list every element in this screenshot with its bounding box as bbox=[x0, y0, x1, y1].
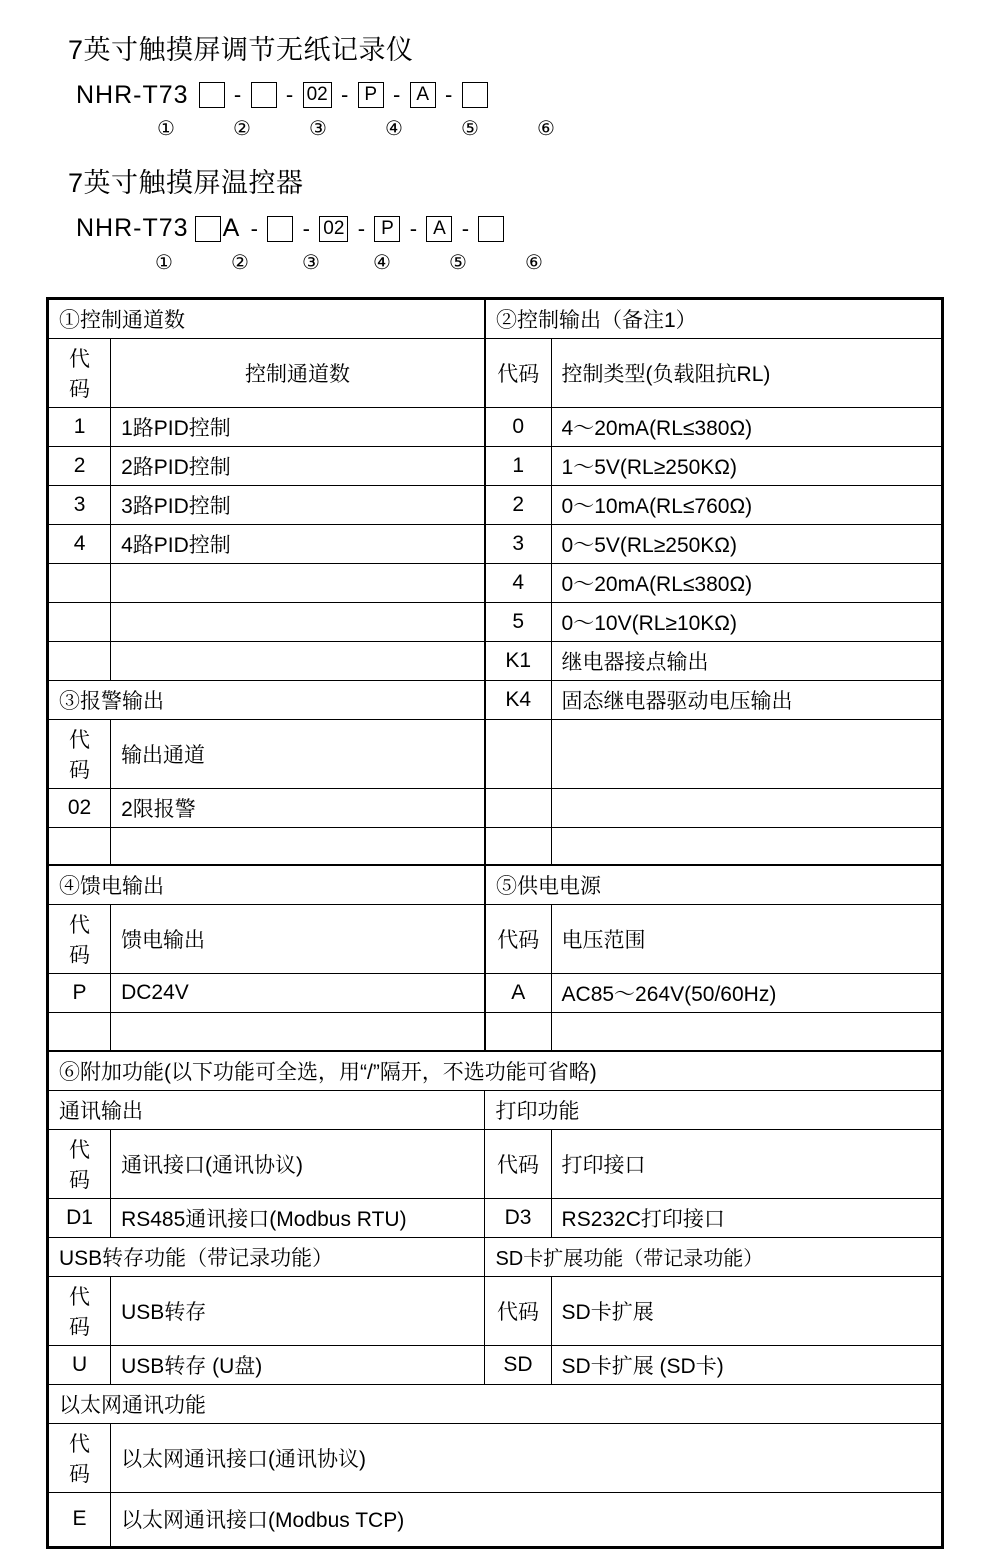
code-box-5: A bbox=[410, 82, 436, 108]
code-box-2 bbox=[251, 82, 277, 108]
cell-code: SD bbox=[485, 1345, 551, 1384]
col-head-code-1: 代码 bbox=[49, 338, 111, 407]
cell-name: AC85～264V(50/60Hz) bbox=[551, 974, 941, 1013]
subsection-title-ethernet: 以太网通讯功能 bbox=[49, 1384, 942, 1423]
mark-5: ⑤ bbox=[461, 118, 479, 141]
table-row bbox=[49, 788, 942, 827]
spacer-cell bbox=[485, 1013, 551, 1051]
table-row bbox=[49, 680, 942, 719]
spacer-cell bbox=[49, 827, 111, 865]
code-box-1 bbox=[195, 216, 221, 242]
cell-name: 1～5V(RL≥250KΩ) bbox=[551, 446, 941, 485]
spacer-cell bbox=[111, 602, 485, 641]
mark-6: ⑥ bbox=[537, 118, 555, 141]
table-row bbox=[49, 1051, 942, 1091]
table-row bbox=[49, 1198, 942, 1237]
subsection-title-usb: USB转存功能（带记录功能） bbox=[49, 1237, 485, 1276]
section-title-6: ⑥附加功能(以下功能可全选，用“/”隔开，不选功能可省略) bbox=[49, 1051, 942, 1091]
col-head-code-4: 代码 bbox=[49, 905, 111, 974]
cell-name: 4路PID控制 bbox=[111, 524, 485, 563]
col-head-code-5: 代码 bbox=[485, 905, 551, 974]
cell-name: SD卡扩展 (SD卡) bbox=[551, 1345, 941, 1384]
cell-code: 4 bbox=[485, 563, 551, 602]
col-head-name-2: 控制类型(负载阻抗RL) bbox=[551, 338, 941, 407]
spacer-cell bbox=[551, 788, 941, 827]
section-title-1: ①控制通道数 bbox=[49, 299, 485, 338]
cell-code: 4 bbox=[49, 524, 111, 563]
code-dash: - bbox=[445, 82, 453, 108]
cell-code: 1 bbox=[485, 446, 551, 485]
col-head-name-sd: SD卡扩展 bbox=[551, 1276, 941, 1345]
spacer-cell bbox=[111, 1013, 485, 1051]
cell-name: 固态继电器驱动电压输出 bbox=[551, 680, 941, 719]
col-head-code-comm: 代码 bbox=[49, 1129, 111, 1198]
spec-table bbox=[46, 297, 944, 1549]
code-box-6 bbox=[462, 82, 488, 108]
section-title-2: ②控制输出（备注1） bbox=[485, 299, 942, 338]
cell-name: 0～10mA(RL≤760Ω) bbox=[551, 485, 941, 524]
code-dash: - bbox=[233, 82, 242, 108]
section-title-4: ④馈电输出 bbox=[49, 865, 485, 905]
model-marks-recorder bbox=[0, 116, 990, 141]
col-head-name-1: 控制通道数 bbox=[111, 338, 485, 407]
cell-code: K1 bbox=[485, 641, 551, 680]
table-row bbox=[49, 1237, 942, 1276]
mark-3: ③ bbox=[309, 118, 327, 141]
table-row bbox=[49, 827, 942, 865]
cell-code: A bbox=[485, 974, 551, 1013]
table-row bbox=[49, 905, 942, 974]
col-head-name-5: 电压范围 bbox=[551, 905, 941, 974]
table-row bbox=[49, 338, 942, 407]
cell-code: 5 bbox=[485, 602, 551, 641]
model-prefix: NHR-T73 bbox=[76, 214, 189, 243]
model-code-row-controller bbox=[0, 212, 990, 246]
table-row bbox=[49, 641, 942, 680]
cell-name: 4～20mA(RL≤380Ω) bbox=[551, 407, 941, 446]
cell-name: 3路PID控制 bbox=[111, 485, 485, 524]
table-row bbox=[49, 602, 942, 641]
model-block-recorder bbox=[0, 0, 990, 141]
col-head-name-comm: 通讯接口(通讯协议) bbox=[111, 1129, 485, 1198]
code-box-3: 02 bbox=[303, 82, 332, 108]
subsection-title-sd: SD卡扩展功能（带记录功能） bbox=[485, 1237, 942, 1276]
code-suffix-a: A bbox=[222, 214, 240, 243]
mark-4: ④ bbox=[373, 251, 391, 274]
cell-code: P bbox=[49, 974, 111, 1013]
code-box-4: P bbox=[374, 216, 400, 242]
spacer-cell bbox=[49, 641, 111, 680]
mark-6: ⑥ bbox=[525, 251, 543, 274]
mark-2: ② bbox=[233, 118, 251, 141]
cell-name: RS485通讯接口(Modbus RTU) bbox=[111, 1198, 485, 1237]
table-row bbox=[49, 719, 942, 788]
code-box-6 bbox=[478, 216, 504, 242]
code-dash: - bbox=[250, 215, 258, 241]
table-row bbox=[49, 974, 942, 1013]
model-title-recorder: 7英寸触摸屏调节无纸记录仪 bbox=[68, 35, 414, 65]
cell-name: RS232C打印接口 bbox=[551, 1198, 941, 1237]
cell-name: 0～20mA(RL≤380Ω) bbox=[551, 563, 941, 602]
spacer-cell bbox=[485, 788, 551, 827]
table-row bbox=[49, 1384, 942, 1423]
cell-name: 1路PID控制 bbox=[111, 407, 485, 446]
cell-code: E bbox=[49, 1492, 111, 1546]
model-prefix: NHR-T73 bbox=[76, 80, 189, 109]
spacer-cell bbox=[485, 719, 551, 788]
cell-name: 以太网通讯接口(Modbus TCP) bbox=[111, 1492, 942, 1546]
cell-code: 02 bbox=[49, 788, 111, 827]
spacer-cell bbox=[111, 827, 485, 865]
mark-5: ⑤ bbox=[449, 251, 467, 274]
cell-code: 2 bbox=[485, 485, 551, 524]
code-dash: - bbox=[302, 215, 310, 241]
model-marks-controller bbox=[0, 250, 990, 275]
model-title-controller: 7英寸触摸屏温控器 bbox=[68, 168, 304, 199]
col-head-name-ethernet: 以太网通讯接口(通讯协议) bbox=[111, 1423, 942, 1492]
model-block-controller bbox=[0, 141, 990, 274]
code-box-3: 02 bbox=[319, 216, 348, 242]
code-dash: - bbox=[285, 82, 294, 108]
cell-code: D1 bbox=[49, 1198, 111, 1237]
code-dash: - bbox=[409, 215, 418, 241]
cell-name: 2路PID控制 bbox=[111, 446, 485, 485]
col-head-name-4: 馈电输出 bbox=[111, 905, 485, 974]
cell-code: U bbox=[49, 1345, 111, 1384]
table-row bbox=[49, 1492, 942, 1546]
col-head-name-usb: USB转存 bbox=[111, 1276, 485, 1345]
spacer-cell bbox=[551, 719, 941, 788]
mark-4: ④ bbox=[385, 118, 403, 141]
table-row bbox=[49, 1423, 942, 1492]
table-row bbox=[49, 865, 942, 905]
spacer-cell bbox=[111, 563, 485, 602]
col-head-code-2: 代码 bbox=[485, 338, 551, 407]
cell-code: 3 bbox=[49, 485, 111, 524]
cell-name: 0～5V(RL≥250KΩ) bbox=[551, 524, 941, 563]
cell-code: 3 bbox=[485, 524, 551, 563]
section-title-3: ③报警输出 bbox=[49, 680, 485, 719]
code-dash: - bbox=[393, 82, 401, 108]
table-row bbox=[49, 1090, 942, 1129]
subsection-title-print: 打印功能 bbox=[485, 1090, 942, 1129]
cell-code: 2 bbox=[49, 446, 111, 485]
spacer-cell bbox=[49, 563, 111, 602]
cell-code: 0 bbox=[485, 407, 551, 446]
code-dash: - bbox=[341, 82, 349, 108]
cell-code: 1 bbox=[49, 407, 111, 446]
table-row bbox=[49, 446, 942, 485]
cell-name: 0～10V(RL≥10KΩ) bbox=[551, 602, 941, 641]
table-row bbox=[49, 563, 942, 602]
table-row bbox=[49, 1013, 942, 1051]
cell-code: D3 bbox=[485, 1198, 551, 1237]
table-row bbox=[49, 485, 942, 524]
col-head-code-ethernet: 代码 bbox=[49, 1423, 111, 1492]
code-box-2 bbox=[267, 216, 293, 242]
col-head-name-3: 输出通道 bbox=[111, 719, 485, 788]
col-head-code-3: 代码 bbox=[49, 719, 111, 788]
model-code-row-recorder bbox=[0, 78, 990, 112]
cell-name: USB转存 (U盘) bbox=[111, 1345, 485, 1384]
mark-2: ② bbox=[231, 251, 249, 274]
cell-name: 继电器接点输出 bbox=[551, 641, 941, 680]
code-dash: - bbox=[461, 215, 470, 241]
subsection-title-comm: 通讯输出 bbox=[49, 1090, 485, 1129]
cell-code: K4 bbox=[485, 680, 551, 719]
col-head-code-usb: 代码 bbox=[49, 1276, 111, 1345]
col-head-code-sd: 代码 bbox=[485, 1276, 551, 1345]
spacer-cell bbox=[111, 641, 485, 680]
spacer-cell bbox=[551, 1013, 941, 1051]
code-box-5: A bbox=[426, 216, 452, 242]
table-row bbox=[49, 1276, 942, 1345]
mark-1: ① bbox=[157, 118, 175, 141]
code-box-4: P bbox=[358, 82, 384, 108]
spacer-cell bbox=[551, 827, 941, 865]
col-head-code-print: 代码 bbox=[485, 1129, 551, 1198]
table-row bbox=[49, 1129, 942, 1198]
table-row bbox=[49, 407, 942, 446]
table-row bbox=[49, 1345, 942, 1384]
spacer-cell bbox=[49, 1013, 111, 1051]
table-row bbox=[49, 299, 942, 338]
col-head-name-print: 打印接口 bbox=[551, 1129, 941, 1198]
section-title-5: ⑤供电电源 bbox=[485, 865, 942, 905]
spacer-cell bbox=[485, 827, 551, 865]
mark-3: ③ bbox=[302, 251, 320, 274]
code-box-1 bbox=[199, 82, 225, 108]
table-row bbox=[49, 524, 942, 563]
mark-1: ① bbox=[155, 251, 173, 274]
cell-name: DC24V bbox=[111, 974, 485, 1013]
code-dash: - bbox=[357, 215, 366, 241]
cell-name: 2限报警 bbox=[111, 788, 485, 827]
spacer-cell bbox=[49, 602, 111, 641]
